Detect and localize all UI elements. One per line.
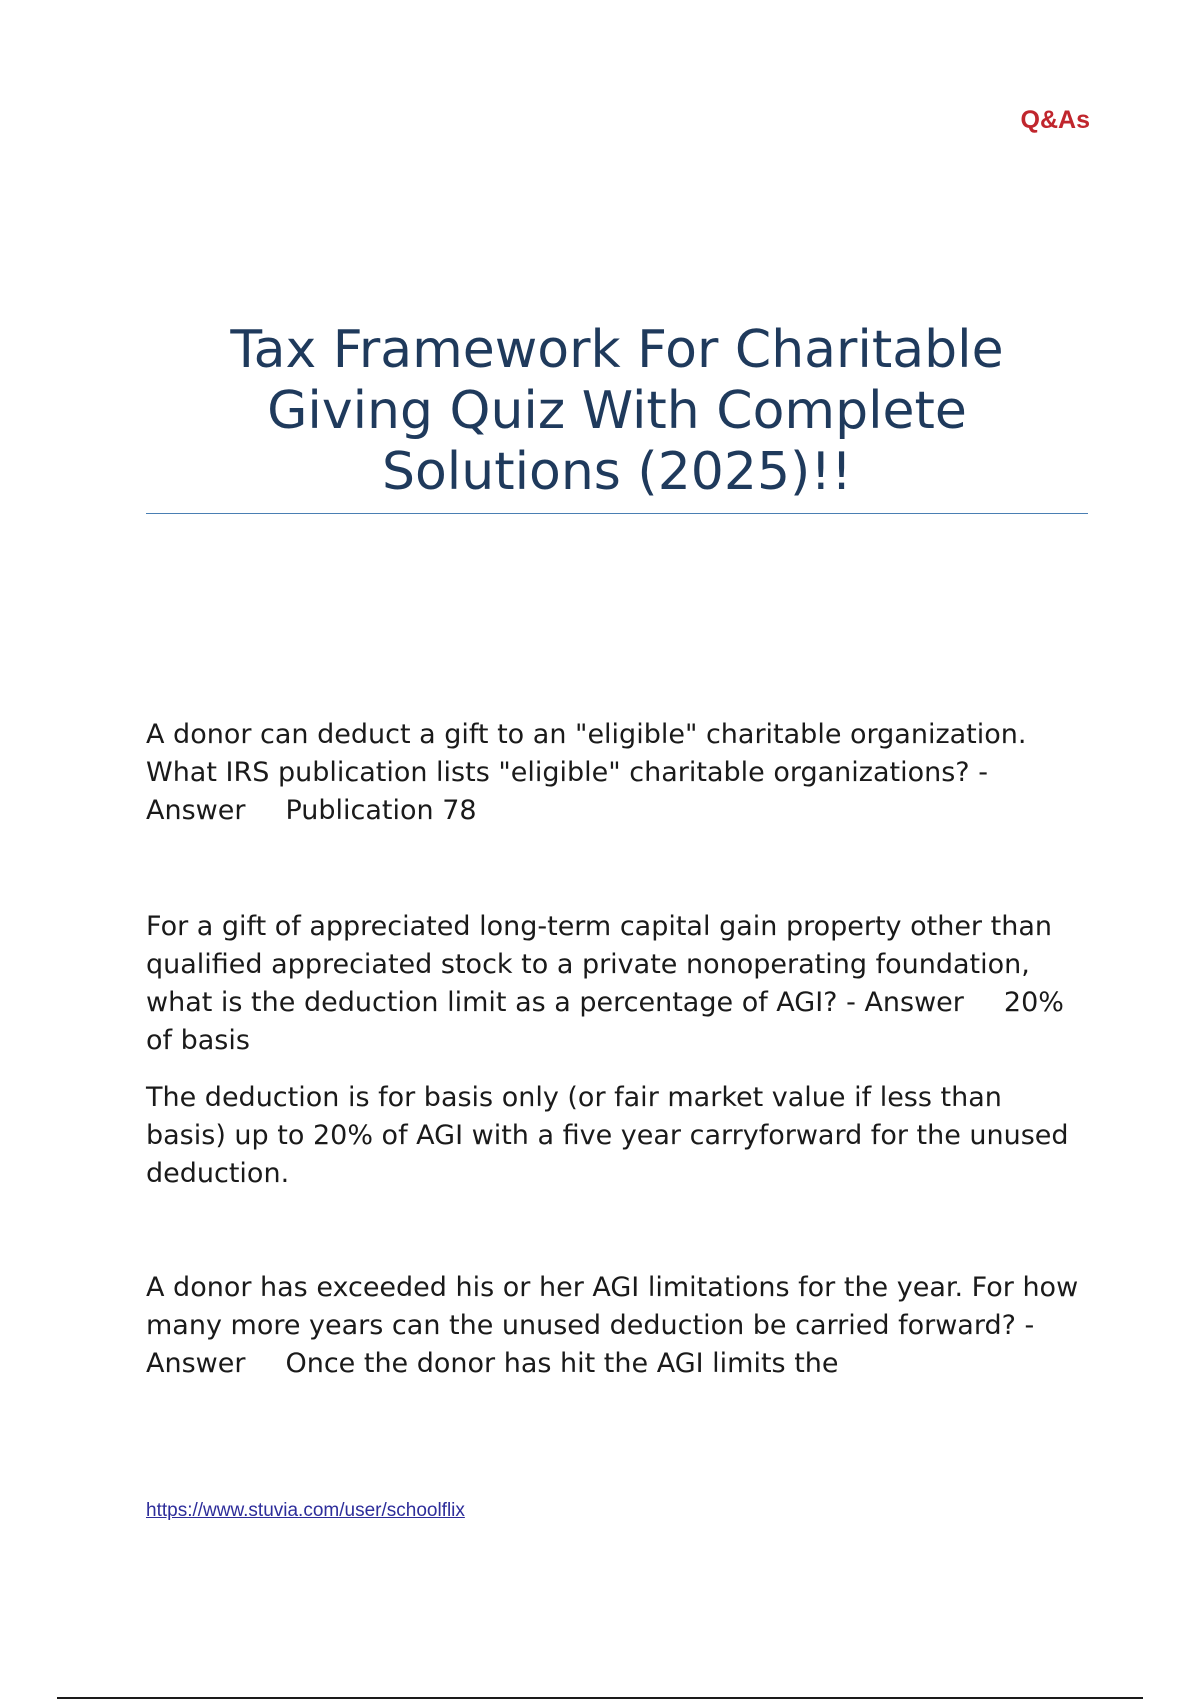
qa-item-3 [146,1269,1086,1383]
question-text: A donor has exceeded his or her AGI limitations for the year. For how many more years can the unused deduction be carried forward? - [146,1272,1079,1341]
qa-item-2 [146,908,1086,1060]
question-text: For a gift of appreciated long-term capital gain property other than qualified appreciated stock to a private nonoperating foundation, what is the deduction limit as a percentage of AGI? - [146,911,1052,1018]
page-bottom-divider [57,1697,1143,1699]
question-text: A donor can deduct a gift to an "eligible" charitable organization. What IRS publication lists "eligible" charitable organizations? - [146,719,1027,788]
footer-link[interactable]: https://www.stuvia.com/user/schoolflix [146,1500,465,1521]
answer-label: Answer [146,1348,246,1379]
answer-text: Publication 78 [285,795,477,826]
header-tag: Q&As [1020,106,1090,134]
answer-explanation: The deduction is for basis only (or fair market value if less than basis) up to 20% of AGI with a five year carryforward for the unused deduction. [146,1082,1069,1189]
answer-label: Answer [864,987,964,1018]
answer-label: Answer [146,795,246,826]
title-divider [146,513,1088,514]
answer-text: Once the donor has hit the AGI limits the [285,1348,839,1379]
answer-text: 20% of basis [146,987,1064,1056]
qa-item-1 [146,716,1086,830]
document-title: Tax Framework For Charitable Giving Quiz With Complete Solutions (2025)!! [230,320,1004,502]
